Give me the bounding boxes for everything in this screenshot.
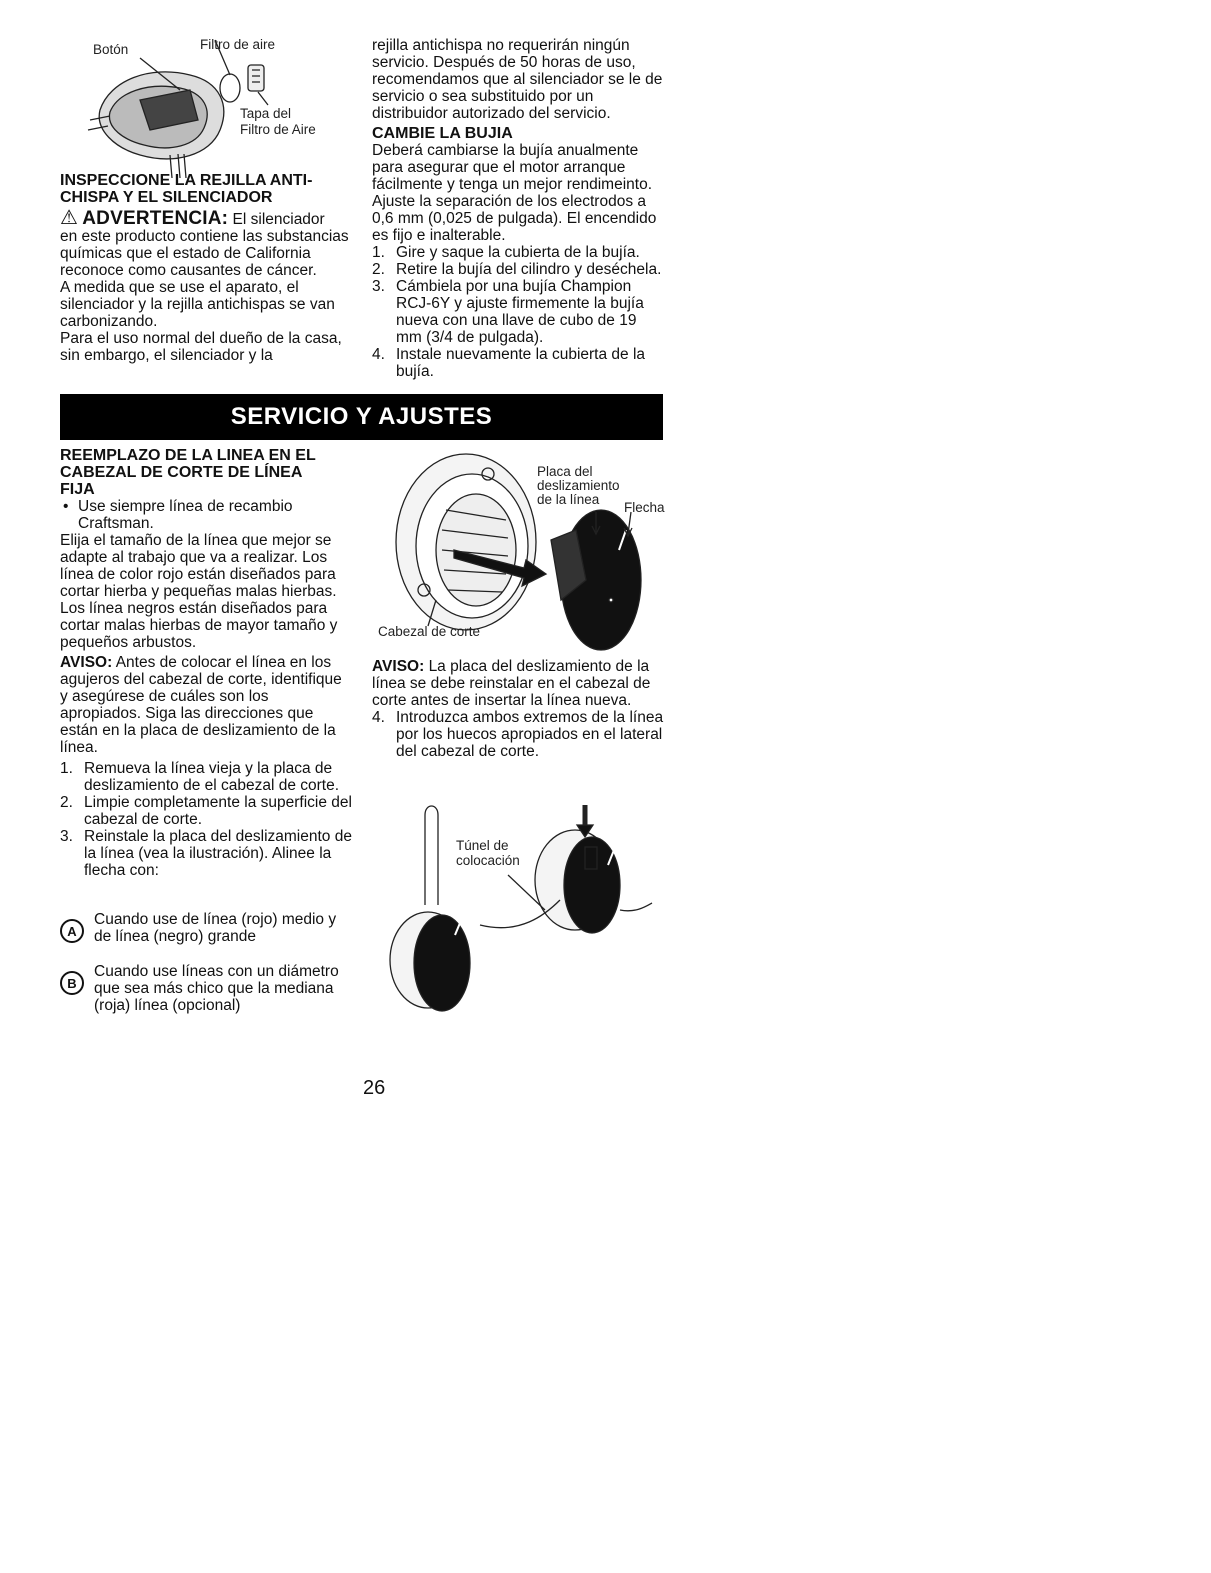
label-tunel-1: Túnel de: [456, 838, 509, 853]
warning-icon: ⚠: [60, 207, 78, 229]
note-b: [60, 963, 350, 1014]
section-banner: SERVICIO Y AJUSTES: [60, 394, 663, 440]
aviso-label-2: AVISO:: [372, 658, 425, 675]
list-item: 3. Reinstale la placa del deslizamiento de la línea (vea la ilustración). Alinee la flecha con:: [60, 828, 352, 879]
warning-title: ADVERTENCIA:: [82, 208, 229, 229]
label-placa-1: Placa del: [537, 464, 593, 479]
heading-cambie-bujia: CAMBIE LA BUJIA: [372, 125, 513, 142]
label-boton: Botón: [93, 42, 129, 57]
note-a-text: Cuando use de línea (rojo) medio y de línea (negro) grande: [94, 911, 337, 945]
warning-text-1: El silenciador: [232, 211, 325, 228]
list-item: 3. Cámbiela por una bujía Champion RCJ-6Y y ajuste firmemente la bujía nueva con una llave de cubo de 19 mm (3/4 de pulgada).: [372, 278, 644, 346]
label-tapa-del: Tapa del: [240, 106, 292, 121]
introduzca-step: [372, 709, 664, 760]
para-rejilla-cont: rejilla antichispa no requerirán ningún servicio. Después de 50 horas de uso, recomendamos que al silenciador se le de servicio o sea substituido por un distribuidor autorizado del servicio.: [372, 37, 663, 122]
list-item: 1. Gire y saque la cubierta de la bujía.: [372, 244, 640, 261]
label-tunel-2: colocación: [456, 853, 520, 868]
label-flecha: Flecha: [624, 500, 665, 515]
circle-a-icon: A: [60, 919, 84, 943]
heading-reemplazo: REEMPLAZO DE LA LINEA EN EL CABEZAL DE CORTE DE LÍNEA FIJA: [60, 447, 316, 498]
warning-block: [60, 207, 350, 229]
list-item: 4. Instale nuevamente la cubierta de la bujía.: [372, 346, 646, 380]
label-placa-3: de la línea: [537, 492, 600, 507]
aviso-block: [60, 654, 352, 756]
para-elija: Elija el tamaño de la línea que mejor se adapte al trabajo que va a realizar. Los línea de color rojo están diseñados para cortar hierba y pequeñas malas hierbas. Los línea negros están diseñados para cortar malas hierbas de mayor tamaño y pequeños arbustos.: [60, 532, 338, 651]
label-filtro-de-aire: Filtro de aire: [200, 37, 276, 52]
aviso-text: Antes de colocar el línea en los agujeros del cabezal de corte, identifique y asegúrese de cuáles son los apropiados. Siga las direcciones que están en la placa de deslizamiento de la línea.: [60, 654, 342, 756]
list-item: 1. Remueva la línea vieja y la placa de deslizamiento de el cabezal de corte.: [60, 760, 340, 794]
left-column-bottom: [60, 447, 352, 879]
right-column-top: [372, 37, 664, 380]
list-item: 2. Limpie completamente la superficie del cabezal de corte.: [60, 794, 352, 828]
label-placa-2: deslizamiento: [537, 478, 620, 493]
bullet-icon: •: [63, 498, 69, 515]
bullet-craftsman: • Use siempre línea de recambio Craftsman.: [63, 498, 293, 532]
aviso-placa: [372, 658, 664, 709]
circle-b-icon: B: [60, 971, 84, 995]
aviso-label: AVISO:: [60, 654, 113, 671]
label-filtro-de-aire-2: Filtro de Aire: [240, 122, 316, 137]
left-column-top: [60, 172, 350, 364]
note-b-text: Cuando use líneas con un diámetro que sea más chico que la mediana (roja) línea (opcional): [94, 963, 339, 1014]
aviso-text-2: La placa del deslizamiento de la línea se debe reinstalar en el cabezal de corte antes de insertar la línea nueva.: [372, 658, 651, 709]
label-cabezal-de-corte: Cabezal de corte: [378, 624, 481, 639]
list-item: 2. Retire la bujía del cilindro y deséchela.: [372, 261, 662, 278]
heading-inspeccione: INSPECCIONE LA REJILLA ANTI-CHISPA Y EL SILENCIADOR: [60, 172, 313, 206]
para-carbonizando: A medida que se use el aparato, el silenciador y la rejilla antichispas se van carbonizando.: [60, 279, 335, 330]
right-column-bottom: [372, 658, 664, 760]
para-bujia: Deberá cambiarse la bujía anualmente para asegurar que el motor arranque fácilmente y tenga un mejor rendimeinto. Ajuste la separación de los electrodos a 0,6 mm (0,025 de pulgada). El encendido es fijo e inalterable.: [372, 142, 657, 244]
list-item: 4. Introduzca ambos extremos de la línea por los huecos apropiados en el lateral del cabezal de corte.: [372, 709, 664, 760]
para-uso-normal: Para el uso normal del dueño de la casa, sin embargo, el silenciador y la: [60, 330, 342, 364]
page-number: 26: [363, 1077, 386, 1099]
linea-steps: [60, 760, 352, 879]
bujia-steps: [372, 244, 664, 380]
line-loading-illustration: [380, 795, 670, 1025]
warning-text-2: en este producto contiene las substancias químicas que el estado de California reconoce como causantes de cáncer.: [60, 228, 349, 279]
note-a: [60, 911, 350, 945]
